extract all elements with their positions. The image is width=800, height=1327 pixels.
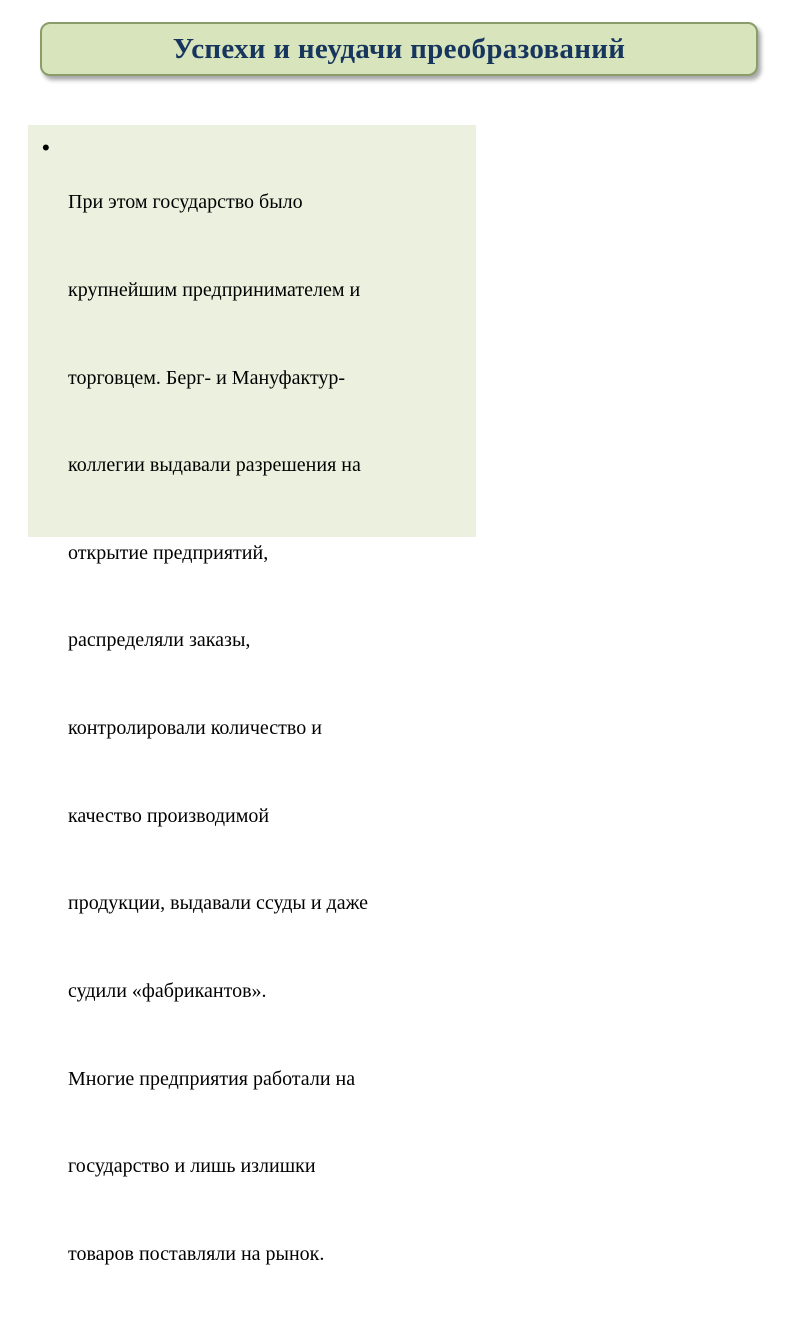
body-line: контролировали количество и bbox=[68, 717, 322, 740]
body-paragraph bbox=[68, 130, 473, 1327]
body-line: качество производимой bbox=[68, 804, 270, 827]
body-line: продукции, выдавали ссуды и даже bbox=[68, 892, 369, 915]
bullet-marker: • bbox=[42, 135, 50, 160]
body-line: судили «фабрикантов». bbox=[68, 979, 267, 1002]
body-line: При этом государство было bbox=[68, 191, 303, 214]
body-line: торговцем. Берг- и Мануфактур- bbox=[68, 366, 346, 389]
body-line: товаров поставляли на рынок. bbox=[68, 1242, 325, 1265]
slide-title: Успехи и неудачи преобразований bbox=[172, 32, 626, 65]
body-line: открытие предприятий, bbox=[68, 541, 269, 564]
body-line: распределяли заказы, bbox=[68, 629, 251, 652]
slide-title-banner bbox=[40, 22, 758, 76]
body-line: государство и лишь излишки bbox=[68, 1155, 316, 1178]
body-line: коллегии выдавали разрешения на bbox=[68, 454, 361, 477]
body-line: крупнейшим предпринимателем и bbox=[68, 279, 361, 302]
content-panel bbox=[28, 125, 476, 1265]
body-line: Многие предприятия работали на bbox=[68, 1067, 356, 1090]
